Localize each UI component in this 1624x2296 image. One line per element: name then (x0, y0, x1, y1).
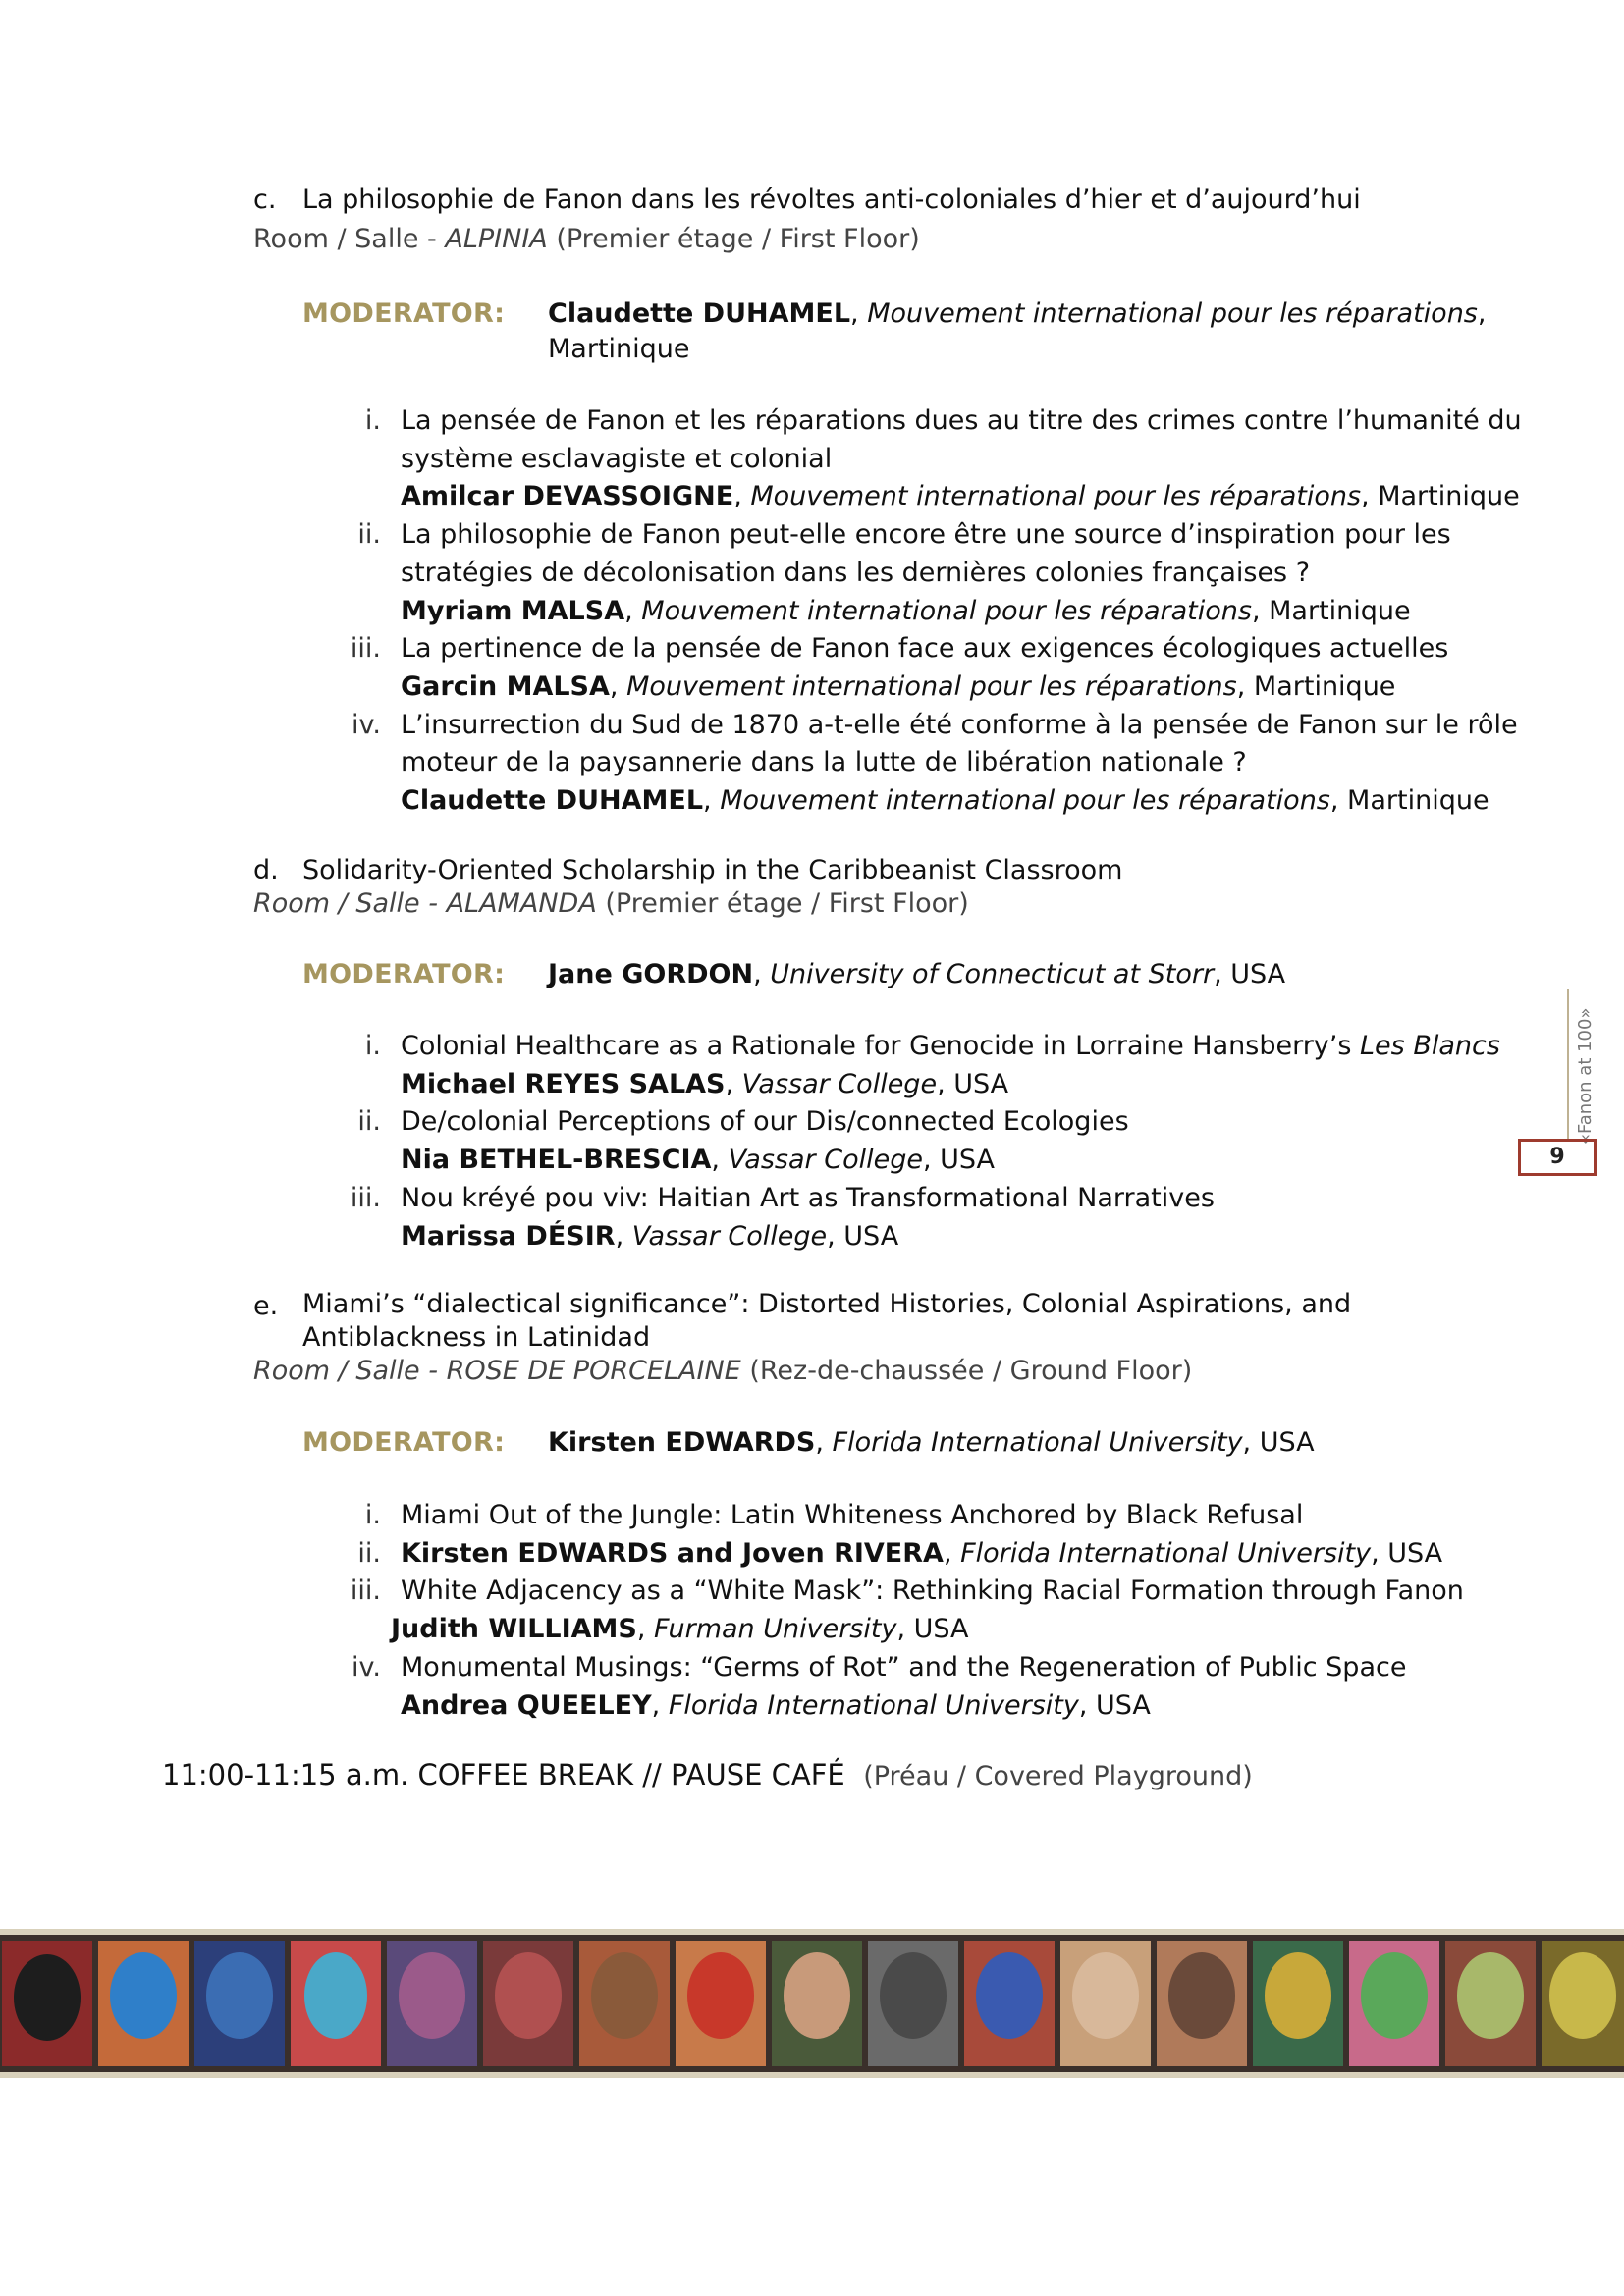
moderator-text: Claudette DUHAMEL, Mouvement international pour les réparations, Martinique (548, 298, 1487, 364)
moderator-org: Florida International University (832, 1427, 1243, 1458)
speaker-place: , Martinique (1251, 595, 1411, 626)
item-speaker: Claudette DUHAMEL, Mouvement international pour les réparations, Martinique (401, 785, 1489, 817)
portrait-face (1072, 1952, 1139, 2039)
portrait-face (687, 1952, 754, 2039)
item-number: ii. (357, 1106, 381, 1138)
speaker-org: Furman University (654, 1614, 897, 1645)
speaker-place: , USA (1078, 1689, 1151, 1721)
moderator-place: , Martinique (548, 298, 1487, 364)
room-name: ALPINIA (445, 224, 548, 254)
item-title: Nou kréyé pou viv: Haitian Art as Transformational Narratives (401, 1182, 1215, 1213)
speaker-org: Mouvement international pour les réparations (626, 670, 1237, 702)
room-floor: (Rez-de-chaussée / Ground Floor) (740, 1356, 1193, 1386)
item-number: iii. (350, 633, 381, 665)
session-d (253, 852, 1520, 923)
moderator-label: MODERATOR: (302, 1427, 506, 1458)
item-title: De/colonial Perceptions of our Dis/connected Ecologies (401, 1106, 1129, 1138)
moderator-name: Kirsten EDWARDS (548, 1427, 816, 1458)
session-e (253, 1288, 1520, 1390)
speaker-place: , USA (896, 1614, 969, 1645)
item-title: White Adjacency as a “White Mask”: Rethinking Racial Formation through Fanon (401, 1575, 1464, 1607)
list-item (344, 1535, 1522, 1574)
portrait-collage-svg (0, 1935, 1624, 2072)
room-line (253, 1353, 1520, 1390)
speaker-name: Garcin MALSA (401, 670, 610, 702)
speaker-name: Kirsten EDWARDS and Joven RIVERA (401, 1537, 944, 1569)
list-item (344, 707, 1522, 821)
item-speaker: Judith WILLIAMS, Furman University, USA (391, 1614, 969, 1645)
speaker-name: Marissa DÉSIR (401, 1220, 616, 1252)
page-number: 9 (1518, 1139, 1597, 1176)
item-title-italic: Les Blancs (1360, 1031, 1500, 1061)
list-item (344, 1497, 1522, 1535)
portrait-face (399, 1952, 465, 2039)
moderator-text: Kirsten EDWARDS, Florida International University, USA (548, 1427, 1315, 1458)
list-item (344, 1573, 1522, 1648)
speaker-place: , USA (827, 1220, 899, 1252)
coffee-label: COFFEE BREAK // PAUSE CAFÉ (417, 1758, 845, 1791)
portrait-face (495, 1952, 562, 2039)
speaker-name: Amilcar DEVASSOIGNE (401, 481, 734, 512)
list-item (344, 1180, 1522, 1255)
speaker-place: , Martinique (1361, 481, 1520, 512)
item-speaker: Nia BETHEL-BRESCIA, Vassar College, USA (401, 1145, 995, 1176)
portrait-face (14, 1954, 81, 2041)
list-item (344, 630, 1522, 706)
room-prefix: Room / Salle - (253, 224, 446, 254)
speaker-org: Mouvement international pour les réparations (750, 481, 1362, 512)
moderator-e (302, 1425, 1520, 1461)
item-title (401, 1028, 1522, 1066)
portrait-face (1265, 1952, 1331, 2039)
item-speaker: Michael REYES SALAS, Vassar College, USA (401, 1068, 1009, 1099)
item-number: iii. (350, 1575, 381, 1607)
speaker-org: Vassar College (741, 1068, 938, 1099)
item-title: La pensée de Fanon et les réparations dues au titre des crimes contre l’humanité du système esclavagiste et colonial (401, 405, 1522, 474)
portrait-face (784, 1952, 850, 2039)
portrait-face (591, 1952, 658, 2039)
session-title-text: Miami’s “dialectical significance”: Distorted Histories, Colonial Aspirations, and Antiblackness in Latinidad (302, 1289, 1352, 1353)
moderator-name: Jane GORDON (548, 959, 754, 989)
room-name: ROSE DE PORCELAINE (446, 1356, 741, 1386)
session-title (253, 852, 1520, 889)
speaker-name: Myriam MALSA (401, 595, 625, 626)
room-line (253, 885, 1520, 923)
room-prefix: Room / Salle - (253, 888, 447, 919)
speaker-place: , Martinique (1329, 785, 1489, 817)
item-number: iv. (352, 1651, 381, 1682)
item-number: ii. (357, 1537, 381, 1569)
list-item (344, 1028, 1522, 1103)
moderator-org: Mouvement international pour les réparations (867, 298, 1478, 329)
item-title: La pertinence de la pensée de Fanon face aux exigences écologiques actuelles (401, 633, 1449, 665)
list-item (344, 402, 1522, 516)
room-name: ALAMANDA (446, 888, 597, 919)
coffee-break-line (162, 1755, 1253, 1796)
item-number: iv. (352, 709, 381, 740)
portrait-face (1361, 1952, 1428, 2039)
moderator-d (302, 957, 1520, 992)
portrait-face (976, 1952, 1043, 2039)
item-speaker: Myriam MALSA, Mouvement international pour les réparations, Martinique (401, 595, 1411, 626)
item-title: Miami Out of the Jungle: Latin Whiteness Anchored by Black Refusal (401, 1500, 1304, 1530)
session-letter: e. (253, 1291, 279, 1321)
item-number: ii. (357, 519, 381, 551)
session-letter: d. (253, 855, 279, 885)
running-title: «Fanon at 100» (1575, 1007, 1596, 1145)
speaker-place: , USA (937, 1068, 1009, 1099)
portrait-panels (2, 1941, 1624, 2066)
item-number: i. (364, 405, 381, 436)
moderator-place: , USA (1214, 959, 1286, 989)
room-floor: (Premier étage / First Floor) (547, 224, 920, 254)
moderator-label: MODERATOR: (302, 959, 506, 989)
portrait-collage-image (0, 1929, 1624, 2078)
speaker-org: Mouvement international pour les réparations (720, 785, 1330, 817)
coffee-location: (Préau / Covered Playground) (863, 1761, 1253, 1791)
coffee-time: 11:00-11:15 a.m. (162, 1758, 409, 1791)
item-speaker: Marissa DÉSIR, Vassar College, USA (401, 1220, 899, 1252)
item-title-text: Colonial Healthcare as a Rationale for Genocide in Lorraine Hansberry’s (401, 1031, 1361, 1061)
list-item (344, 516, 1522, 630)
portrait-face (304, 1952, 367, 2039)
portrait-face (1457, 1952, 1524, 2039)
moderator-name: Claudette DUHAMEL (548, 298, 851, 329)
session-title-text: Solidarity-Oriented Scholarship in the Caribbeanist Classroom (302, 855, 1123, 885)
item-speaker: Amilcar DEVASSOIGNE, Mouvement international pour les réparations, Martinique (401, 481, 1520, 512)
moderator-label: MODERATOR: (302, 298, 506, 329)
speaker-place: , Martinique (1236, 670, 1396, 702)
speaker-name: Michael REYES SALAS (401, 1068, 726, 1099)
list-item (344, 1103, 1522, 1179)
item-number: iii. (350, 1182, 381, 1213)
room-prefix: Room / Salle - (253, 1356, 447, 1386)
room-line (253, 221, 1520, 258)
item-title: Monumental Musings: “Germs of Rot” and the Regeneration of Public Space (401, 1651, 1407, 1682)
speaker-place: , USA (922, 1145, 995, 1176)
item-title: La philosophie de Fanon peut-elle encore être une source d’inspiration pour les stratégies de décolonisation dans les dernières colonies françaises ? (401, 519, 1451, 588)
speaker-place: , USA (1371, 1537, 1443, 1569)
session-title (253, 1288, 1520, 1355)
item-number: i. (364, 1500, 381, 1530)
items-d (344, 1028, 1522, 1255)
moderator-c (302, 296, 1520, 367)
speaker-org: Vassar College (728, 1145, 923, 1176)
speaker-org: Vassar College (631, 1220, 828, 1252)
portrait-face (880, 1952, 947, 2039)
items-e (344, 1497, 1522, 1725)
item-speaker: Garcin MALSA, Mouvement international pour les réparations, Martinique (401, 670, 1396, 702)
session-title (253, 182, 1520, 219)
session-letter: c. (253, 185, 277, 215)
moderator-place: , USA (1242, 1427, 1315, 1458)
moderator-text: Jane GORDON, University of Connecticut at Storr, USA (548, 959, 1286, 989)
item-title: L’insurrection du Sud de 1870 a-t-elle été conforme à la pensée de Fanon sur le rôle moteur de la paysannerie dans la lutte de libération nationale ? (401, 709, 1518, 778)
session-c (253, 182, 1520, 258)
speaker-org: Florida International University (960, 1537, 1372, 1569)
speaker-name: Andrea QUEELEY (401, 1689, 652, 1721)
item-speaker: Andrea QUEELEY, Florida International University, USA (401, 1689, 1151, 1721)
session-title-text: La philosophie de Fanon dans les révoltes anti-coloniales d’hier et d’aujourd’hui (302, 185, 1361, 215)
speaker-name: Claudette DUHAMEL (401, 785, 704, 817)
portrait-face (206, 1952, 273, 2039)
portrait-face (1549, 1952, 1616, 2039)
moderator-org: University of Connecticut at Storr (770, 959, 1215, 989)
room-floor: (Premier étage / First Floor) (596, 888, 969, 919)
list-item (344, 1649, 1522, 1725)
speaker-name: Nia BETHEL-BRESCIA (401, 1145, 712, 1176)
speaker-org: Mouvement international pour les réparations (641, 595, 1252, 626)
item-speaker: Kirsten EDWARDS and Joven RIVERA, Florida International University, USA (401, 1537, 1443, 1569)
speaker-name: Judith WILLIAMS (391, 1614, 637, 1645)
portrait-face (1168, 1952, 1235, 2039)
items-c (344, 402, 1522, 821)
portrait-face (110, 1952, 177, 2039)
item-number: i. (364, 1031, 381, 1061)
speaker-org: Florida International University (668, 1689, 1079, 1721)
